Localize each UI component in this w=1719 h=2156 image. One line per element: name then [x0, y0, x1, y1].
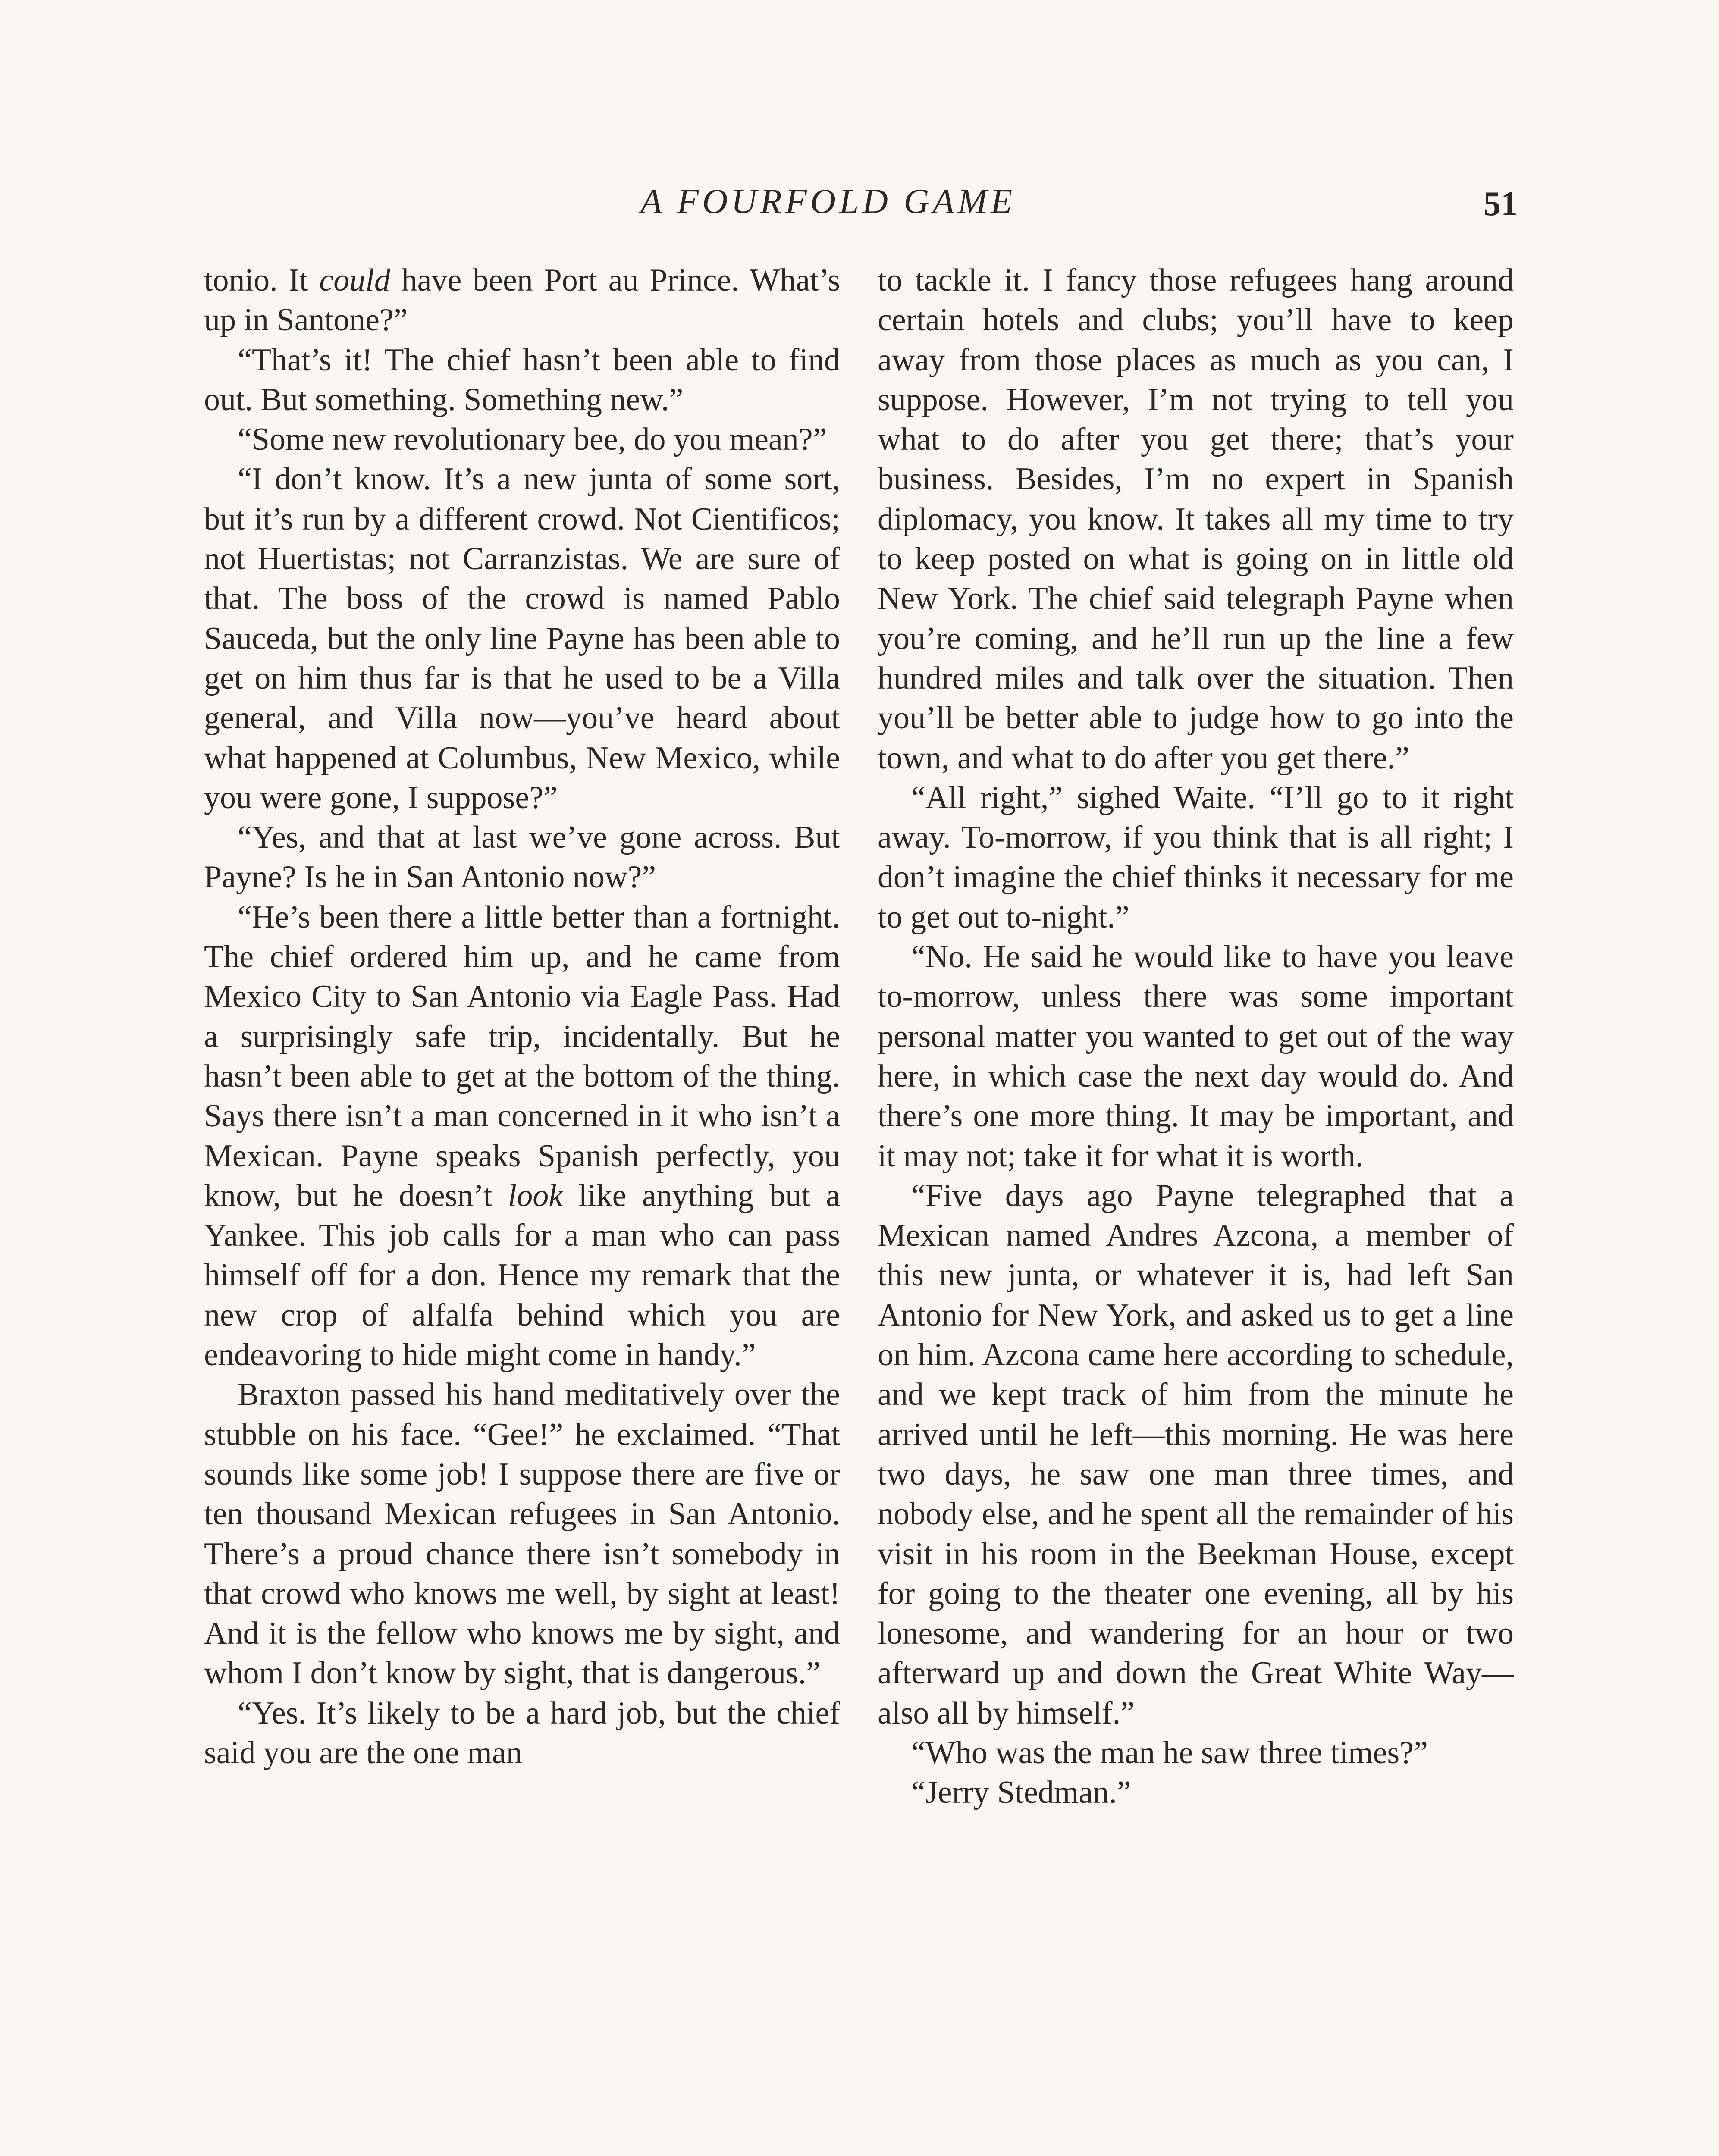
right-column [878, 260, 1514, 1813]
left-column [204, 260, 840, 1773]
page-number: 51 [1484, 185, 1518, 223]
paragraph: “No. He said he would like to have you leave to-morrow, unless there was some important personal matter you wanted to get out of the way here, in which case the next day would do. And there’s one more thing. It may be important, and it may not; take it for what it is worth. [878, 939, 1514, 1174]
italic-emphasis: look [508, 1178, 563, 1213]
paragraph: “Who was the man he saw three times?” [911, 1735, 1428, 1771]
paragraph: to tackle it. I fancy those refugees hang around certain hotels and clubs; you’ll have to keep away from those places as much as you can, I suppose. However, I’m not trying to tell you what to do after you get there; that’s your business. Besides, I’m no expert in Spanish diplomacy, you know. It takes all my time to try to keep posted on what is going on in little old New York. The chief said telegraph Payne when you’re coming, and he’ll run up the line a few hundred miles and talk over the situation. Then you’ll be better able to judge how to go into the town, and what to do after you get there.” [878, 263, 1514, 776]
paragraph: “Five days ago Payne telegraphed that a Mexican named Andres Azcona, a member of this new junta, or whatever it is, had left San Antonio for New York, and asked us to get a line on him. Azcona came here according to schedule, and we kept track of him from the minute he arrived until he left—this morning. He was here two days, he saw one man three times, and nobody else, and he spent all the remainder of his visit in his room in the Beekman House, except for going to the theater one evening, all by his lonesome, and wandering for an hour or two afterward up and down the Great White Way—also all by himself.” [878, 1178, 1514, 1731]
paragraph: Braxton passed his hand meditatively over the stubble on his face. “Gee!” he exclaimed. “That sounds like some job! I suppose there are five or ten thousand Mexican refugees in San Antonio. There’s a proud chance there isn’t somebody in that crowd who knows me well, by sight at least! And it is the fellow who knows me by sight, and whom I don’t know by sight, that is dangerous.” [204, 1377, 840, 1691]
page-header [0, 181, 1719, 229]
italic-emphasis: could [319, 263, 390, 298]
running-title: A FOURFOLD GAME [640, 182, 1016, 221]
paragraph: “Yes, and that at last we’ve gone across. But Payne? Is he in San Antonio now?” [204, 820, 840, 895]
paragraph: tonio. It could have been Port au Prince. What’s up in Santone?” [204, 263, 840, 338]
paragraph: “All right,” sighed Waite. “I’ll go to it right away. To-morrow, if you think that is all right; I don’t imagine the chief thinks it necessary for me to get out to-night.” [878, 780, 1514, 935]
paragraph: “I don’t know. It’s a new junta of some sort, but it’s run by a different crowd. Not Cientificos; not Huertistas; not Carranzistas. We are sure of that. The boss of the crowd is named Pablo Sauceda, but the only line Payne has been able to get on him thus far is that he used to be a Villa general, and Villa now—you’ve heard about what happened at Columbus, New Mexico, while you were gone, I suppose?” [204, 461, 840, 815]
paragraph: “Some new revolutionary bee, do you mean?” [238, 422, 827, 458]
paragraph: “That’s it! The chief hasn’t been able to find out. But something. Something new.” [204, 342, 840, 417]
paragraph: “Yes. It’s likely to be a hard job, but the chief said you are the one man [204, 1695, 840, 1771]
paragraph: “Jerry Stedman.” [911, 1775, 1131, 1811]
paragraph: “He’s been there a little better than a fortnight. The chief ordered him up, and he came from Mexico City to San Antonio via Eagle Pass. Had a surprisingly safe trip, incidentally. But he hasn’t been able to get at the bottom of the thing. Says there isn’t a man concerned in it who isn’t a Mexican. Payne speaks Spanish perfectly, you know, but he doesn’t look like anything but a Yankee. This job calls for a man who can pass himself off for a don. Hence my remark that the new crop of alfalfa behind which you are endeavoring to hide might come in handy.” [204, 899, 840, 1373]
